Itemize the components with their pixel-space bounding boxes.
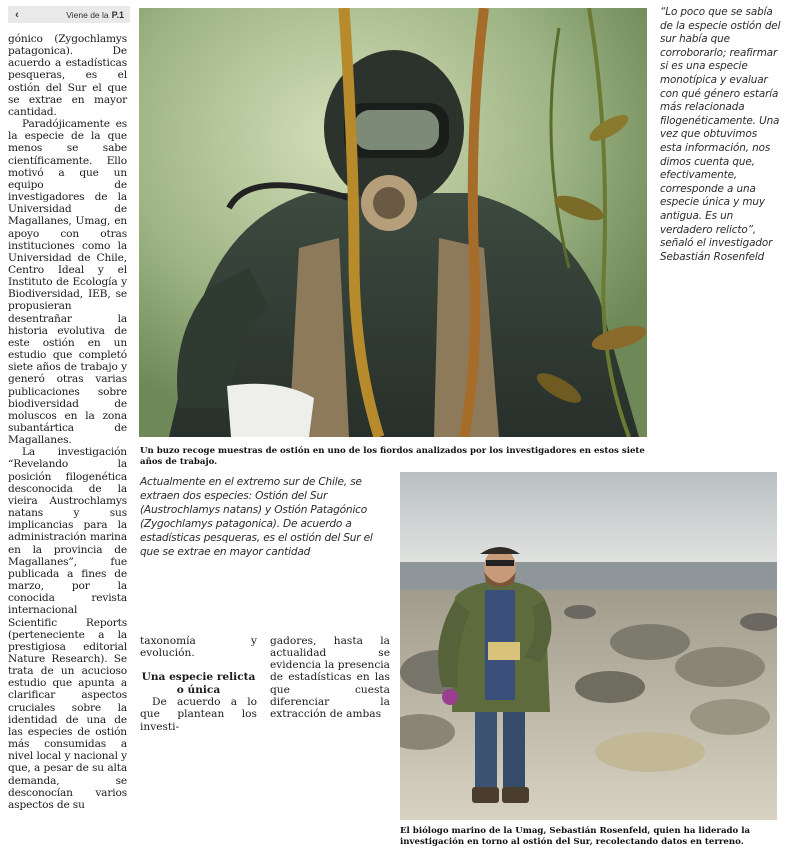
researcher-photo-caption: El biólogo marino de la Umag, Sebastián Rosenfeld, quien ha liderado la investigación en torno al ostión del Sur, recolectando datos en terreno. [400, 826, 751, 847]
chevron-left-icon[interactable]: ‹ [15, 8, 19, 21]
paragraph: Paradójicamente es la especie de la que menos se sabe científicamente. Ello motivó a que un equipo de investigadores de la Universidad de Magallanes, Umag, en apoyo con otras instituciones como la Universidad de Chile, Centro Ideal y el Instituto de Ecología y Biodiversidad, IEB, se propusieran desentrañar la historia evolutiva de este ostión en un estudio que completó siete años de trabajo y generó otras varias publicaciones sobre biodiversidad de moluscos en la zona subantártica de Magallanes. [8, 118, 127, 447]
paragraph: taxonomía y evolución. [140, 635, 257, 660]
paragraph: La investigación “Revelando la posición filogenética desconocida de la vieira Austrochlamys natans y sus implicancias para la administración marina en la provincia de Magallanes”, fue publicada a fines de marzo, por la conocida revista internacional Scientific Reports (perteneciente a la prestigiosa editorial Nature Research). Se trata de un acucioso estudio que apunta a clarificar aspectos cruciales sobre la identidad de una de las especies de ostión más consumidas a nivel local y nacional y que, a pesar de su alta demanda, se desconocían varios aspectos de su [8, 446, 127, 811]
diver-photo-caption: Un buzo recoge muestras de ostión en uno de los fiordos analizados por los investigadores en estos siete años de trabajo. [140, 446, 645, 467]
nav-label: Viene de la [66, 9, 109, 20]
quote-text: “Lo poco que se sabía de la especie ostión del sur había que corroborarlo; reafirmar si es una especie monotípica y evaluar con qué género estaría más relacionada filogenéticamente. Una vez que obtuvimos esta información, nos dimos cuenta que, efectivamente, corresponde a una especie única y muy antigua. Es un verdadero relicto”, [660, 6, 781, 236]
intro-highlight: Actualmente en el extremo sur de Chile, se extraen dos especies: Ostión del Sur (Austrochlamys natans) y Ostión Patagónico (Zygochlamys patagonica). De acuerdo a estadísticas pesqueras, es el ostión del Sur el que se extrae en mayor cantidad [140, 476, 373, 558]
diver-photo [139, 8, 647, 437]
quote-attribution: señaló el investigador Sebastián Rosenfeld [660, 237, 773, 263]
nav-page-link[interactable]: P.1 [111, 9, 124, 20]
subheading: Una especie relicta o única [141, 671, 256, 696]
back-nav-chip[interactable] [8, 6, 130, 23]
article-column-3: gadores, hasta la actualidad se evidencia la presencia de estadísticas en las que cuesta diferenciar la extracción de ambas [270, 635, 390, 720]
pull-quote [660, 6, 782, 264]
paragraph: De acuerdo a lo que plantean los investi- [140, 696, 257, 733]
researcher-photo [400, 472, 777, 820]
paragraph: gónico (Zygochlamys patagonica). De acuerdo a estadísticas pesqueras, es el ostión del Sur el que se extrae en mayor cantidad. [8, 33, 127, 118]
article-column-2 [140, 635, 257, 733]
article-column-1 [8, 33, 127, 811]
